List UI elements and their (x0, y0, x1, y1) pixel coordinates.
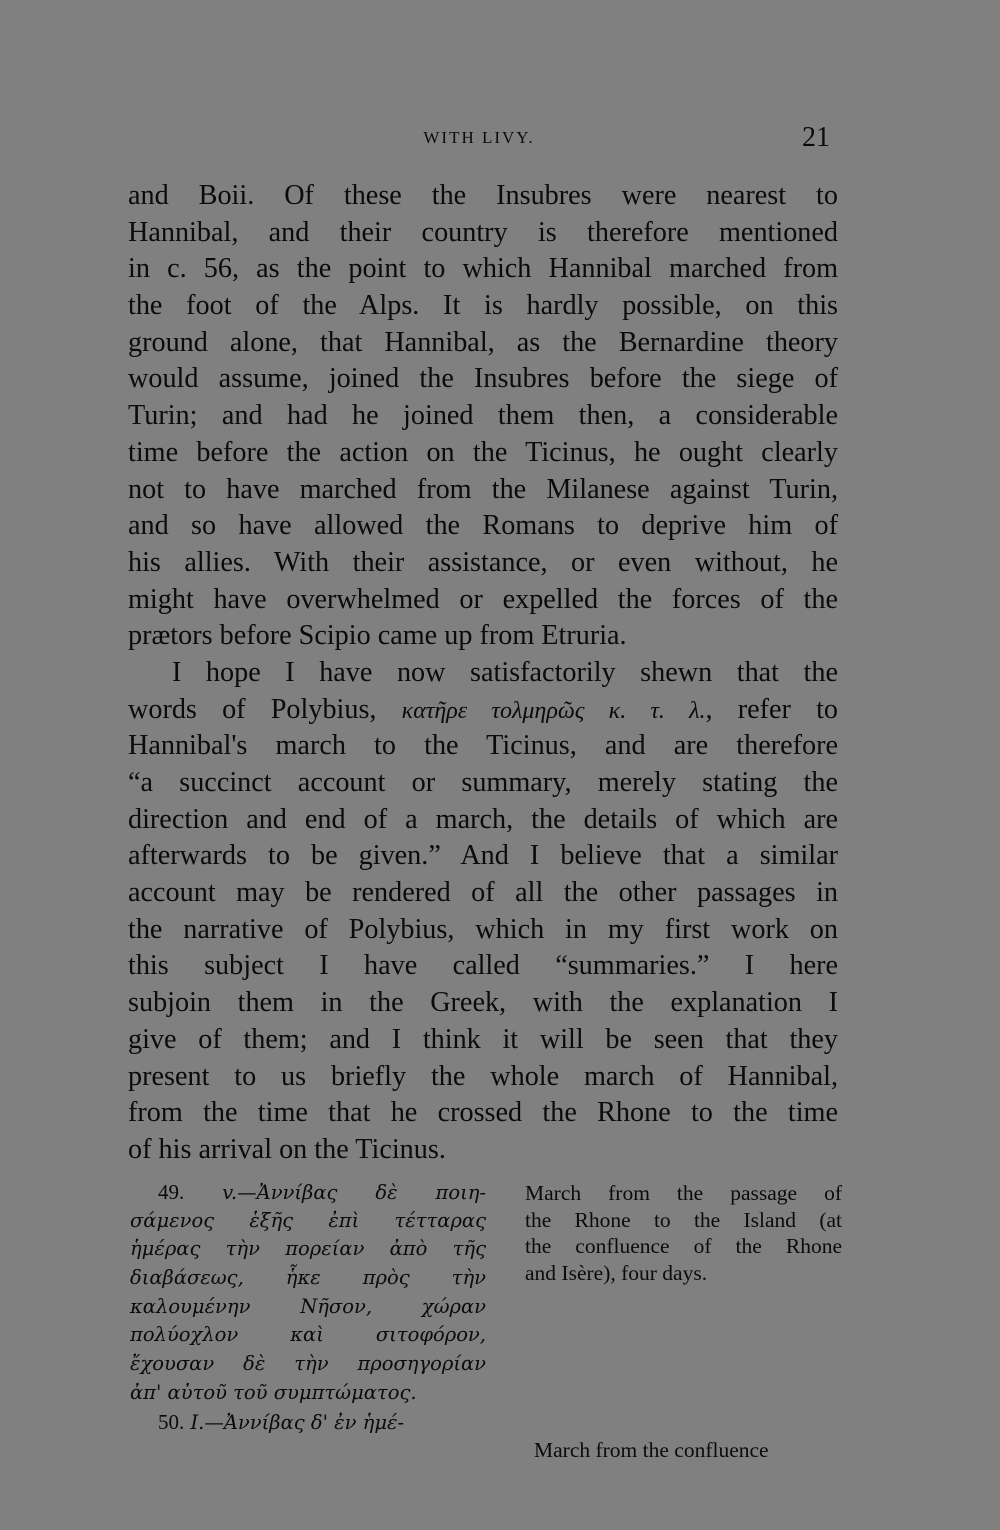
running-title: WITH LIVY. (423, 128, 535, 147)
greek-text: v.—Ἀννίβας δὲ ποιη- (222, 1181, 487, 1204)
note-number: 50. (158, 1409, 185, 1434)
greek-line: ἔχουσαν δὲ τὴν προσηγορίαν (130, 1352, 486, 1376)
greek-line: ἀπ' αὐτοῦ τοῦ συμπτώματος. (130, 1380, 417, 1404)
text-line: Turin; and had he joined them then, a considerable (128, 400, 838, 432)
text-segment: words of Polybius, (128, 693, 402, 725)
explanation-line: the Rhone to the Island (at (525, 1207, 842, 1232)
greek-line (130, 1178, 486, 1207)
explanation-line: the confluence of the Rhone (525, 1234, 842, 1258)
greek-line: σάμενος ἑξῆς ἐπὶ τέτταρας (130, 1208, 486, 1232)
running-head (128, 122, 830, 156)
text-line: account may be rendered of all the other passages in (128, 877, 838, 909)
text-line: “a succinct account or summary, merely stating the (128, 767, 838, 798)
greek-text: I.—Ἀννίβας δ' ἐν ἡμέ- (190, 1410, 405, 1434)
explanation-line-50: March from the confluence (534, 1438, 769, 1462)
explanation-line: March from the passage of (525, 1181, 842, 1205)
text-line: Hannibal's march to the Ticinus, and are therefore (128, 730, 838, 762)
greek-line: καλουμένην Νῆσον, χώραν (130, 1294, 486, 1318)
text-line: subjoin them in the Greek, with the explanation I (128, 987, 838, 1019)
text-line: his allies. With their assistance, or even without, he (128, 546, 838, 578)
greek-line: διαβάσεως, ἧκε πρὸς τὴν (130, 1266, 486, 1290)
page-number: 21 (802, 122, 830, 153)
text-line: might have overwhelmed or expelled the forces of the (128, 583, 838, 615)
text-line: Hannibal, and their country is therefore mentioned (128, 216, 838, 248)
text-line: of his arrival on the Ticinus. (128, 1133, 446, 1165)
greek-line: ἡμέρας τὴν πορείαν ἀπὸ τῆς (130, 1237, 486, 1261)
greek-notes-section (130, 1178, 842, 1478)
text-line: prætors before Scipio came up from Etruria. (128, 620, 627, 652)
text-line: from the time that he crossed the Rhone to the time (128, 1097, 838, 1129)
text-line: would assume, joined the Insubres before the siege of (128, 363, 838, 395)
text-line: not to have marched from the Milanese against Turin, (128, 473, 838, 505)
body-text (128, 178, 838, 1169)
text-line: this subject I have called “summaries.” I here (128, 950, 838, 982)
text-segment: , refer to (705, 693, 838, 725)
text-line: direction and end of a march, the details of which are (128, 803, 838, 835)
text-line: the foot of the Alps. It is hardly possible, on this (128, 290, 838, 322)
text-line-with-greek (128, 692, 838, 729)
text-line: in c. 56, as the point to which Hannibal marched from (128, 253, 838, 285)
text-line: ground alone, that Hannibal, as the Bernardine theory (128, 326, 838, 358)
text-line: and Boii. Of these the Insubres were nearest to (128, 180, 838, 211)
explanation-line: and Isère), four days. (525, 1260, 708, 1285)
greek-text-column (130, 1178, 486, 1436)
text-line: give of them; and I think it will be seen that they (128, 1023, 838, 1055)
text-line: I hope I have now satisfactorily shewn that the (172, 656, 838, 688)
greek-line: πολύοχλον καὶ σιτοφόρον, (130, 1323, 486, 1347)
text-line: present to us briefly the whole march of Hannibal, (128, 1060, 838, 1092)
greek-quotation: κατῆρε τολμηρῶς κ. τ. λ. (401, 697, 706, 724)
text-line: and so have allowed the Romans to deprive him of (128, 510, 838, 542)
english-explanation-column (525, 1180, 842, 1286)
text-line: time before the action on the Ticinus, he ought clearly (128, 436, 838, 468)
text-line: afterwards to be given.” And I believe that a similar (128, 840, 838, 872)
note-number: 49. (158, 1180, 185, 1204)
text-line: the narrative of Polybius, which in my first work on (128, 913, 838, 945)
greek-line (130, 1408, 486, 1437)
